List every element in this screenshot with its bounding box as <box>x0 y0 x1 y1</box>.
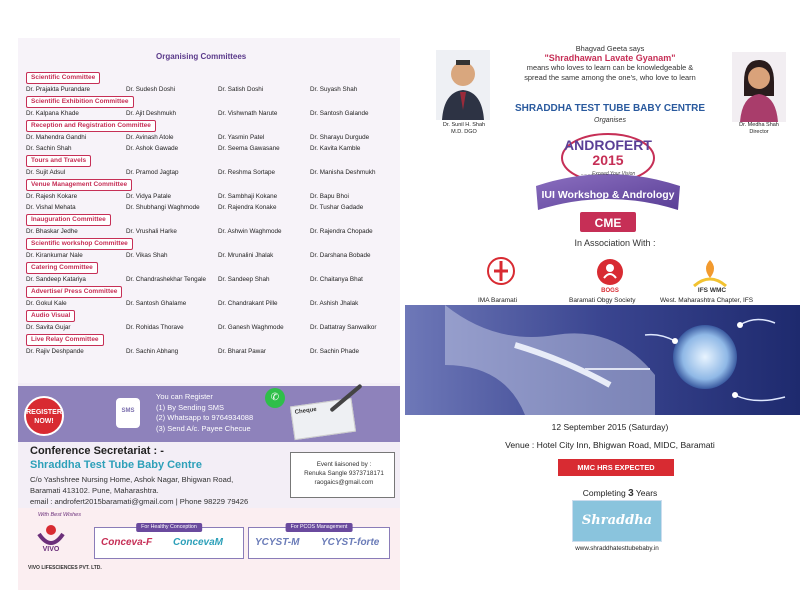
committee-member-row <box>26 132 398 143</box>
dr-medha-name: Dr. Medha Shah <box>739 122 779 128</box>
geeta-quote-block <box>510 44 710 82</box>
secretariat-address <box>30 474 290 507</box>
committee-title: Scientific Exhibition Committee <box>26 96 134 108</box>
committee-member: Dr. Rohidas Thorave <box>126 324 184 331</box>
centre-heading: SHRADDHA TEST TUBE BABY CENTRE <box>514 103 705 114</box>
committee-title: Audio Visual <box>26 310 75 322</box>
dr-sunil-detail: M.D. DGO <box>451 128 477 135</box>
register-line-4: (3) Send A/c. Payee Checue <box>156 423 251 433</box>
association-label: In Association With : <box>574 238 656 248</box>
ycyst-m-brand: YCYST-M <box>255 537 300 548</box>
geeta-line-1: means who loves to learn can be knowledgeable & <box>526 63 694 72</box>
committee-member: Dr. Bhaskar Jedhe <box>26 228 78 235</box>
committee-member: Dr. Seema Gawasane <box>218 145 280 152</box>
committee-member: Dr. Mahendra Gandhi <box>26 134 87 141</box>
svg-text:IFS WMC: IFS WMC <box>697 287 727 294</box>
committee-member: Dr. Vikas Shah <box>126 252 168 259</box>
committee-member: Dr. Santosh Ghalame <box>126 300 187 307</box>
geeta-quote: "Shradhawan Lavate Gyanam" <box>544 52 676 63</box>
committee-member: Dr. Pramod Jagtap <box>126 169 179 176</box>
conception-box <box>94 524 244 559</box>
pcos-box <box>248 524 390 559</box>
committee-member: Dr. Suyash Shah <box>310 86 358 93</box>
committee-member: Dr. Sudesh Doshi <box>126 86 176 93</box>
committee-member: Dr. Bapu Bhoi <box>310 193 349 200</box>
committee-member-row <box>26 346 398 357</box>
geeta-intro: Bhagvad Geeta says <box>575 44 645 53</box>
best-wishes-label: With Best Wishes <box>38 512 81 518</box>
svg-text:........Exceed Your Vision: ........Exceed Your Vision <box>580 171 636 177</box>
ifs-wmc-logo-icon <box>688 256 732 294</box>
committee-block <box>26 114 398 154</box>
committee-member: Dr. Vishal Mehata <box>26 204 76 211</box>
committee-member: Dr. Bharat Pawar <box>218 348 266 355</box>
svg-text:BOGS: BOGS <box>601 288 619 294</box>
committee-member: Dr. Kalpana Khade <box>26 110 79 117</box>
conceva-m-brand: ConcevaM <box>173 537 224 548</box>
committee-title: Scientific workshop Committee <box>26 238 133 250</box>
conception-heading: For Healthy Conception <box>136 523 202 532</box>
svg-text:ANDROFERT: ANDROFERT <box>564 137 652 153</box>
liaison-label: Event liaisoned by : <box>316 461 372 468</box>
shraddha-logo: Shraddha <box>572 500 662 542</box>
committee-member: Dr. Sharayu Durgude <box>310 134 370 141</box>
committee-member: Dr. Rajesh Kokare <box>26 193 78 200</box>
address-line-1: C/o Yashshree Nursing Home, Ashok Nagar, Bhigwan Road, <box>30 475 234 484</box>
bogs-logo-icon <box>590 256 630 294</box>
mmc-hrs-badge: MMC HRS EXPECTED <box>558 459 674 476</box>
committee-member: Dr. Sandeep Shah <box>218 276 270 283</box>
svg-text:CME: CME <box>594 216 622 230</box>
committee-member: Dr. Avinash Atole <box>126 134 174 141</box>
secretariat-centre-name: Shraddha Test Tube Baby Centre <box>30 459 202 471</box>
committee-title: Live Relay Committee <box>26 334 104 346</box>
committee-member: Dr. Tushar Gadade <box>310 204 364 211</box>
conceva-f-brand: Conceva-F <box>101 537 153 548</box>
committee-member: Dr. Ashwin Waghmode <box>218 228 282 235</box>
committee-member-row <box>26 191 398 202</box>
committee-member: Dr. Chaitanya Bhat <box>310 276 363 283</box>
committee-member: Dr. Sachin Shah <box>26 145 72 152</box>
committee-member: Dr. Sujit Adsul <box>26 169 66 176</box>
svg-text:2015: 2015 <box>592 152 624 168</box>
committee-member: Dr. Savita Gujar <box>26 324 71 331</box>
liaison-name: Renuka Sangle 9373718171 <box>304 470 384 477</box>
conference-secretariat-title: Conference Secretariat : - <box>30 445 164 457</box>
committee-member: Dr. Mrunalini Jhalak <box>218 252 274 259</box>
committee-member: Dr. Sambhaji Kokane <box>218 193 278 200</box>
ycyst-forte-brand: YCYST-forte <box>321 537 380 548</box>
committee-title: Scientific Committee <box>26 72 100 84</box>
sms-phone-icon: SMS <box>116 398 140 428</box>
committee-member: Dr. Santosh Galande <box>310 110 369 117</box>
organising-title: Organising Committees <box>156 52 247 61</box>
committee-title: Venue Management Committee <box>26 179 132 191</box>
dr-medha-detail: Director <box>749 128 769 135</box>
committee-title: Inauguration Committee <box>26 214 111 226</box>
pcos-heading: For PCOS Management <box>286 523 353 532</box>
svg-text:IUI Workshop & Andrology: IUI Workshop & Andrology <box>541 189 675 201</box>
committee-member: Dr. Ashok Gawade <box>126 145 179 152</box>
bogs-caption: Baramati Obgy Society <box>569 297 636 304</box>
committee-member: Dr. Rajendra Chopade <box>310 228 373 235</box>
dr-sunil-name: Dr. Sunil H. Shah <box>442 122 486 128</box>
completing-years <box>540 488 700 499</box>
committee-member: Dr. Gokul Kale <box>26 300 67 307</box>
committee-title: Advertise/ Press Committee <box>26 286 122 298</box>
androfert-emblem <box>528 128 688 238</box>
committee-member: Dr. Kirankumar Nale <box>26 252 83 259</box>
vivo-company-name: VIVO LIFESCIENCES PVT. LTD. <box>28 565 102 571</box>
completing-number: 3 <box>628 488 634 499</box>
organises-label: Organises <box>594 117 626 124</box>
vivo-logo-icon <box>34 522 68 552</box>
committee-member: Dr. Vrushali Harke <box>126 228 177 235</box>
committee-member: Dr. Darshana Bobade <box>310 252 371 259</box>
dr-sunil-portrait <box>436 50 490 120</box>
committee-member: Dr. Manisha Deshmukh <box>310 169 376 176</box>
cheque-word: Cheque <box>294 406 318 416</box>
committee-member: Dr. Ganesh Waghmode <box>218 324 284 331</box>
committee-member: Dr. Vishwnath Narute <box>218 110 278 117</box>
dr-medha-portrait <box>732 52 786 122</box>
register-instructions <box>156 392 253 434</box>
committee-member: Dr. Rajendra Konake <box>218 204 277 211</box>
ifs-caption: West. Maharashtra Chapter, IFS <box>660 297 754 304</box>
geeta-line-2: spread the same among the one's, who love to learn <box>524 72 696 82</box>
ivf-banner-image <box>405 305 800 415</box>
svg-text:VIVO: VIVO <box>42 546 60 552</box>
whatsapp-icon: ✆ <box>265 388 285 408</box>
liaison-info <box>296 460 392 487</box>
website-link[interactable]: www.shraddhatesttubebaby.in <box>575 545 659 552</box>
committee-member: Dr. Rajiv Deshpande <box>26 348 84 355</box>
liaison-email[interactable]: raogaics@gmail.com <box>314 479 374 486</box>
completing-post: Years <box>635 488 658 498</box>
committee-member: Dr. Satish Doshi <box>218 86 264 93</box>
register-line-2: (1) By Sending SMS <box>156 402 224 412</box>
committee-title: Catering Committee <box>26 262 98 274</box>
completing-pre: Completing <box>582 488 626 498</box>
committee-member: Dr. Chandrakant Pille <box>218 300 278 307</box>
committee-title: Reception and Registration Committee <box>26 120 156 132</box>
dr-sunil-caption <box>426 122 502 135</box>
register-line-3: (2) Whatsapp to 9764934088 <box>156 413 254 422</box>
ima-logo-icon <box>482 256 520 286</box>
committee-member: Dr. Prajakta Purandare <box>26 86 91 93</box>
address-line-2: Baramati 413102. Pune, Maharashtra. <box>30 486 159 495</box>
ima-caption: IMA Baramati <box>478 297 518 304</box>
committee-member: Dr. Sachin Phade <box>310 348 360 355</box>
committee-member: Dr. Ashish Jhalak <box>310 300 359 307</box>
committee-member: Dr. Chandrashekhar Tengale <box>126 276 207 283</box>
contact-line[interactable]: email : androfert2015baramati@gmail.com | Phone 98229 79426 <box>30 497 249 506</box>
committee-member: Dr. Kavita Kamble <box>310 145 361 152</box>
committee-block <box>26 328 398 357</box>
committee-title: Tours and Travels <box>26 155 91 167</box>
committee-member: Dr. Yasmin Patel <box>218 134 265 141</box>
committee-block <box>26 173 398 213</box>
committee-member: Dr. Sandeep Katariya <box>26 276 86 283</box>
register-now-badge[interactable]: REGISTER NOW! <box>24 396 64 436</box>
event-venue: Venue : Hotel City Inn, Bhigwan Road, MIDC, Baramati <box>505 440 715 450</box>
committee-member: Dr. Vidya Patale <box>126 193 172 200</box>
committee-member: Dr. Dattatray Sanwalkor <box>310 324 377 331</box>
committee-member: Dr. Shubhangi Waghmode <box>126 204 200 211</box>
committee-member: Dr. Sachin Abhang <box>126 348 179 355</box>
committee-member: Dr. Ajit Deshmukh <box>126 110 177 117</box>
dr-medha-caption <box>722 122 796 135</box>
committee-member: Dr. Reshma Sortape <box>218 169 276 176</box>
register-line-1: You can Register <box>156 392 213 401</box>
event-date: 12 September 2015 (Saturday) <box>551 422 669 432</box>
